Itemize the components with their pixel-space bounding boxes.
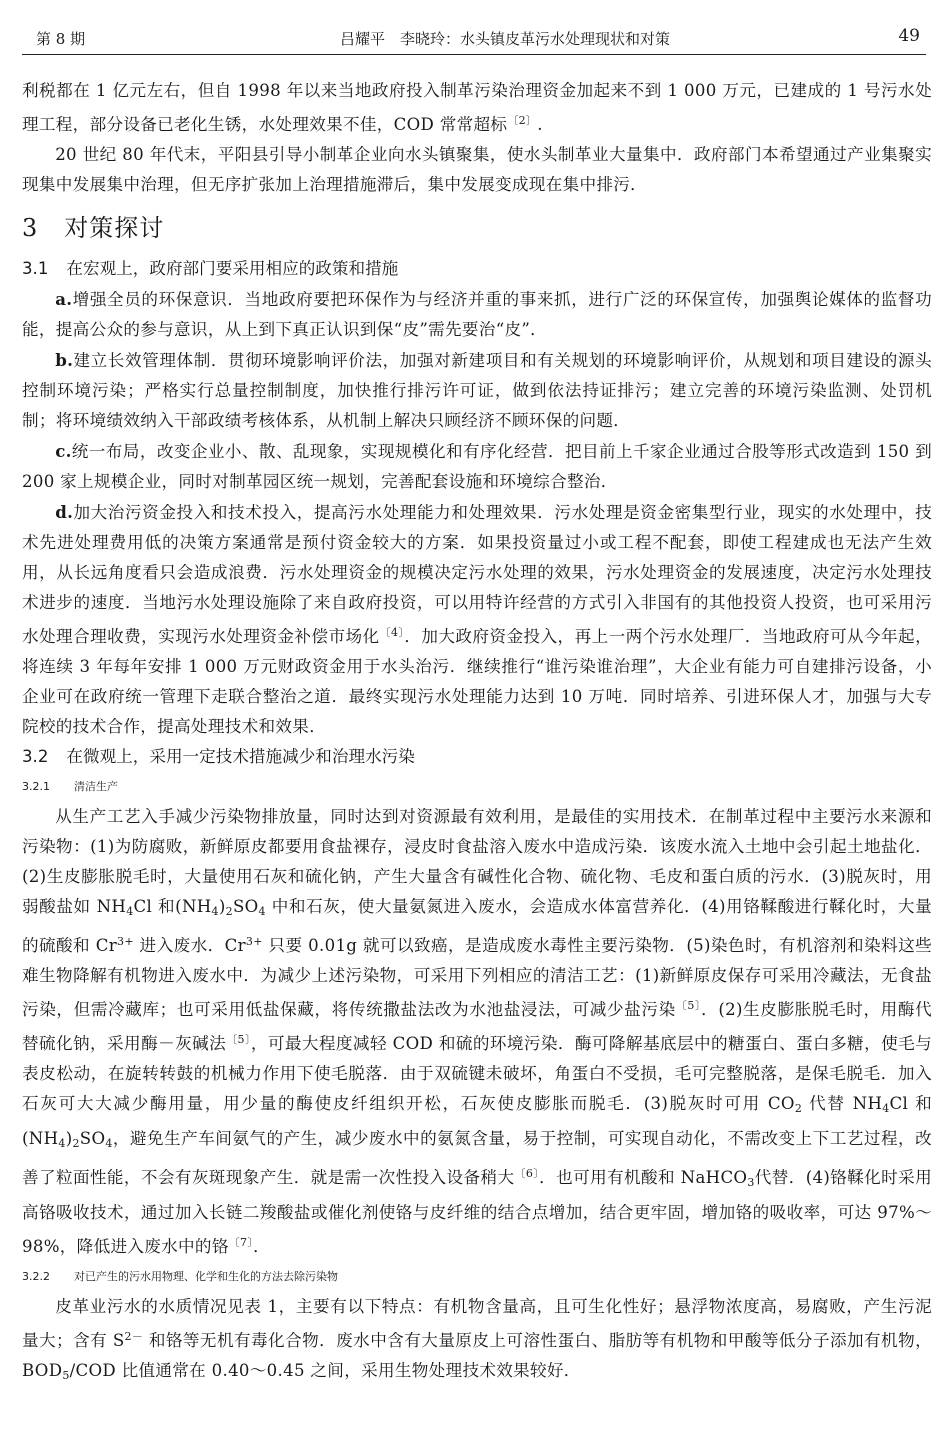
paragraph: 皮革业污水的水质情况见表 1，主要有以下特点：有机物含量高，且可生化性好；悬浮物浓度高，易腐败，产生污泥量大；含有 $S^{2-}$ 和铬等无机有毒化合物．废水中含有大量原皮上可溶性蛋白、脂肪等有机物和甲酸等低分子添加有机物，$BOD_5$/COD 比值通常在 0.40～0.45 之间，采用生物处理技术效果较好． <box>22 1297 933 1382</box>
paragraph: 20 世纪 80 年代末，平阳县引导小制革企业向水头镇聚集，使水头制革业大量集中．政府部门本希望通过产业集聚实现集中发展集中治理，但无序扩张加上治理措施滞后，集中发展变成现在集中排污． <box>22 145 932 194</box>
list-item: a.增强全员的环保意识．当地政府要把环保作为与经济并重的事来抓，进行广泛的环保宣传，加强舆论媒体的监督功能，提高公众的参与意识，从上到下真正认识到保“皮”需先要治“皮”． <box>22 289 932 339</box>
list-item: c.统一布局，改变企业小、散、乱现象，实现规模化和有序化经营．把目前上千家企业通过合股等形式改造到 150 到 200 家上规模企业，同时对制革园区统一规划，完善配套设施和环境综合整治． <box>22 441 932 491</box>
running-title: 吕耀平 李晓玲：水头镇皮革污水处理现状和对策 <box>340 30 671 48</box>
list-item: d.加大治污资金投入和技术投入，提高污水处理能力和处理效果．污水处理是资金密集型行业，现实的水处理中，技术先进处理费用低的决策方案通常是预付资金较大的方案．如果投资量过小或工程不配套，即使工程建成也无法产生效用，从长远角度看只会造成浪费．污水处理资金的规模决定污水处理的效果，污水处理资金的发展速度，决定污水处理技术进步的速度．当地污水处理设施除了来自政府投资，可以用特许经营的方式引入非国有的其他投资人投资，也可采用污水处理合理收费，实现污水处理资金补偿市场化$^{〔4〕}$．加大政府资金投入，再上一两个污水处理厂．当地政府可从今年起，将连续 3 年每年安排 1 000 万元财政资金用于水头治污．继续推行“谁污染谁治理”，大企业有能力可自建排污设备，小企业可在政府统一管理下走联合整治之道．最终实现污水处理能力达到 10 万吨．同时培养、引进环保人才，加强与大专院校的技术合作，提高处理技术和效果． <box>22 502 932 736</box>
subsection-heading: 3.2 在微观上，采用一定技术措施减少和治理水污染 <box>22 747 415 766</box>
subsubsection-heading: 3.2.2 对已产生的污水用物理、化学和生化的方法去除污染物 <box>22 1270 338 1283</box>
subsection-heading: 3.1 在宏观上，政府部门要采用相应的政策和措施 <box>22 259 399 278</box>
subsubsection-heading: 3.2.1 清洁生产 <box>22 780 118 793</box>
article-body <box>22 76 932 1391</box>
page-number: 49 <box>898 26 920 46</box>
running-header <box>22 14 926 55</box>
paragraph: 利税都在 1 亿元左右，但自 1998 年以来当地政府投入制革污染治理资金加起来不到 1 000 万元，已建成的 1 号污水处理工程，部分设备已老化生锈，水处理效果不佳，COD 常常超标$^{〔2〕}$. <box>22 81 932 134</box>
section-heading: 3 对策探讨 <box>22 214 165 242</box>
issue-number: 第 8 期 <box>36 30 86 48</box>
list-item: b.建立长效管理体制．贯彻环境影响评价法，加强对新建项目和有关规划的环境影响评价，从规划和项目建设的源头控制环境污染；严格实行总量控制制度，加快推行排污许可证，做到依法持证排污；建立完善的环境污染监测、处罚机制；将环境绩效纳入干部政绩考核体系，从机制上解决只顾经济不顾环保的问题． <box>22 350 932 430</box>
paragraph: 从生产工艺入手减少污染物排放量，同时达到对资源最有效利用，是最佳的实用技术．在制革过程中主要污水来源和污染物：(1)为防腐败，新鲜原皮都要用食盐裸存，浸皮时食盐溶入废水中造成污染．该废水流入土地中会引起土地盐化．(2)生皮膨胀脱毛时，大量使用石灰和硫化钠，产生大量含有碱性化合物、硫化物、毛皮和蛋白质的污水．(3)脱灰时，用弱酸盐如 $NH_4Cl$ 和$(NH_4)_2SO_4$ 中和石灰，使大量氨氮进入废水，会造成水体富营养化．(4)用铬鞣酸进行鞣化时，大量的硫酸和 $Cr^{3+}$ 进入废水．$Cr^{3+}$ 只要 0.01g 就可以致癌，是造成废水毒性主要污染物．(5)染色时，有机溶剂和染料这些难生物降解有机物进入废水中．为减少上述污染物，可采用下列相应的清洁工艺：(1)新鲜原皮保存可采用冷藏法，无食盐污染，但需冷藏库；也可采用低盐保藏，将传统撒盐法改为水池盐浸法，可减少盐污染$^{〔5〕}$．(2)生皮膨胀脱毛时，用酶代替硫化钠，采用酶－灰碱法$^{〔5〕}$，可最大程度减轻 COD 和硫的环境污染．酶可降解基底层中的糖蛋白、蛋白多糖，使毛与表皮松动，在旋转转鼓的机械力作用下使毛脱落．由于双硫键未破坏，角蛋白不受损，毛可完整脱落，是保毛脱毛．加入石灰可大大减少酶用量，用少量的酶使皮纤组织开松，石灰使皮膨胀而脱毛．(3)脱灰时可用 $CO_2$ 代替 $NH_4Cl$ 和$(NH_4)_2SO_4$，避免生产车间氨气的产生，减少废水中的氨氮含量，易于控制，可实现自动化，不需改变上下工艺过程，改善了粒面性能，不会有灰斑现象产生．就是需一次性投入设备稍大$^{〔6〕}$．也可用有机酸和 NaHCO$_3$代替．(4)铬鞣化时采用高铬吸收技术，通过加入长链二羧酸盐或催化剂使铬与皮纤维的结合点增加，结合更牢固，增加铬的吸收率，可达 97%～98%，降低进入废水中的铬$^{〔7〕}$． <box>22 807 933 1256</box>
